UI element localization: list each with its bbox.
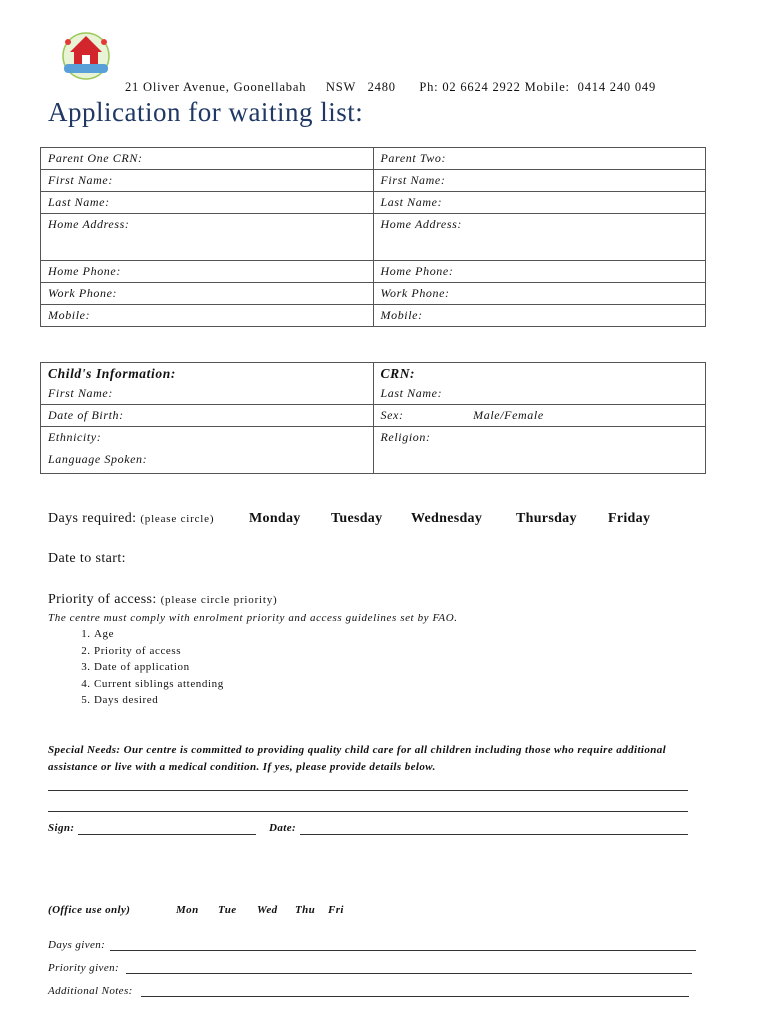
parent-one-field[interactable]: Work Phone:	[41, 283, 374, 305]
priority-item[interactable]: 2. Priority of access	[94, 643, 224, 660]
parent-row	[41, 283, 706, 305]
special-needs-line-2[interactable]	[48, 811, 688, 812]
priority-hint: (please circle priority)	[160, 594, 278, 606]
day-friday[interactable]: Friday	[608, 511, 651, 526]
sex-label: Sex:	[380, 408, 404, 422]
ethnicity-label: Ethnicity:	[48, 430, 102, 444]
child-last-name-field[interactable]: Last Name:	[373, 383, 706, 405]
office-day-thu[interactable]: Thu	[295, 904, 316, 916]
parent-row	[41, 170, 706, 192]
day-thursday[interactable]: Thursday	[516, 511, 577, 526]
priority-given-label: Priority given:	[48, 962, 120, 974]
priority-of-access-label: Priority of access: (please circle priority)	[48, 592, 278, 607]
day-wednesday[interactable]: Wednesday	[411, 511, 483, 526]
special-needs-line-1[interactable]	[48, 790, 688, 791]
days-required-label: Days required: (please circle)	[48, 511, 215, 526]
date-line[interactable]	[300, 834, 688, 835]
parent-one-field[interactable]: Mobile:	[41, 305, 374, 327]
sign-line[interactable]	[78, 834, 256, 835]
parent-one-field[interactable]: Last Name:	[41, 192, 374, 214]
office-day-wed[interactable]: Wed	[257, 904, 278, 916]
child-religion-field[interactable]: Religion:	[373, 427, 706, 474]
date-to-start-field[interactable]: Date to start:	[48, 551, 126, 566]
parent-one-field[interactable]: First Name:	[41, 170, 374, 192]
sign-label: Sign:	[48, 822, 75, 834]
days-given-label: Days given:	[48, 939, 106, 951]
parent-row	[41, 305, 706, 327]
priority-item[interactable]: 1. Age	[94, 626, 224, 643]
days-given-line[interactable]	[110, 950, 696, 951]
priority-note: The centre must comply with enrolment priority and access guidelines set by FAO.	[48, 612, 458, 624]
child-information-table	[40, 362, 706, 474]
parent-row	[41, 214, 706, 261]
day-tuesday[interactable]: Tuesday	[331, 511, 383, 526]
parent-two-field[interactable]: Home Address:	[373, 214, 706, 261]
additional-notes-label: Additional Notes:	[48, 985, 133, 997]
parent-two-field[interactable]: Home Phone:	[373, 261, 706, 283]
additional-notes-line[interactable]	[141, 996, 689, 997]
office-day-mon[interactable]: Mon	[176, 904, 199, 916]
centre-address: 21 Oliver Avenue, Goonellabah NSW 2480 Ph: 02 6624 2922 Mobile: 0414 240 049	[125, 80, 657, 94]
parent-one-field[interactable]: Home Address:	[41, 214, 374, 261]
priority-list	[48, 626, 224, 709]
parent-two-field[interactable]: Mobile:	[373, 305, 706, 327]
parent-one-field[interactable]: Parent One CRN:	[41, 148, 374, 170]
priority-item[interactable]: 3. Date of application	[94, 659, 224, 676]
child-first-name-field[interactable]: First Name:	[41, 383, 374, 405]
priority-item[interactable]: 5. Days desired	[94, 692, 224, 709]
parent-two-field[interactable]: Work Phone:	[373, 283, 706, 305]
child-sex-field[interactable]	[373, 405, 706, 427]
sex-options[interactable]: Male/Female	[473, 408, 544, 422]
centre-logo	[56, 26, 116, 80]
office-day-tue[interactable]: Tue	[218, 904, 237, 916]
priority-given-line[interactable]	[126, 973, 692, 974]
parent-row	[41, 148, 706, 170]
date-label: Date:	[269, 822, 297, 834]
parent-two-field[interactable]: Last Name:	[373, 192, 706, 214]
parent-row	[41, 192, 706, 214]
parent-two-field[interactable]: Parent Two:	[373, 148, 706, 170]
special-needs-text: Special Needs: Our centre is committed to providing quality child care for all children including those who require additional assistance or live with a medical condition. If yes, please provide details below.	[48, 744, 667, 773]
parent-one-field[interactable]: Home Phone:	[41, 261, 374, 283]
priority-item[interactable]: 4. Current siblings attending	[94, 676, 224, 693]
child-crn-heading: CRN:	[373, 363, 706, 384]
days-hint: (please circle)	[140, 513, 215, 525]
child-dob-field[interactable]: Date of Birth:	[41, 405, 374, 427]
office-use-label: (Office use only)	[48, 904, 131, 916]
child-ethnicity-language-field[interactable]	[41, 427, 374, 474]
parent-details-table	[40, 147, 706, 327]
day-monday[interactable]: Monday	[249, 511, 301, 526]
page-title: Application for waiting list:	[48, 97, 364, 127]
parent-two-field[interactable]: First Name:	[373, 170, 706, 192]
language-label: Language Spoken:	[48, 452, 148, 466]
office-day-fri[interactable]: Fri	[328, 904, 344, 916]
parent-row	[41, 261, 706, 283]
child-info-heading: Child's Information:	[41, 363, 374, 384]
